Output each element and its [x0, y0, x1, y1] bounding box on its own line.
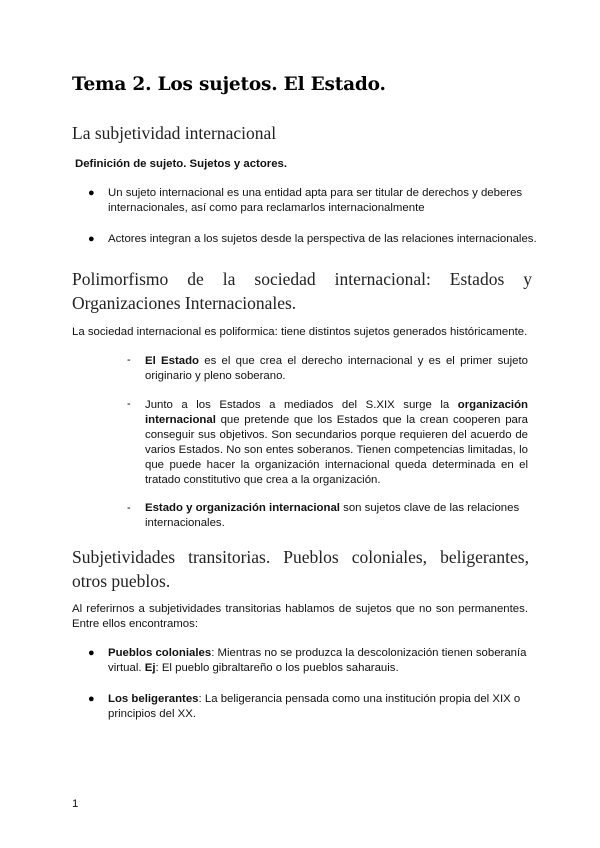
bullet-pueblos-coloniales — [108, 646, 528, 676]
item-estado — [145, 354, 528, 384]
item-estado-organizacion — [145, 501, 528, 531]
item-bold: Ej — [144, 662, 156, 674]
item-bold: Estado y organización internacional — [145, 502, 340, 514]
dash-icon: - — [127, 398, 131, 410]
bullet-icon: ● — [88, 693, 95, 705]
section-heading-subjetividad: La subjetividad internacional — [72, 123, 277, 143]
item-organizacion — [145, 398, 528, 488]
item-text: son sujetos clave de las relaciones internacionales. — [145, 502, 520, 529]
item-text: : Mientras no se produzca la descolonización tienen soberanía virtual. — [108, 647, 527, 674]
bullet-sujeto-internacional: Un sujeto internacional es una entidad apta para ser titular de derechos y deberes internacionales, así como para reclamarlos internacionalmente — [108, 187, 523, 214]
item-bold: Pueblos coloniales — [108, 647, 212, 659]
section-heading-subjetividades-transitorias: Subjetividades transitorias. Pueblos coloniales, beligerantes, otros pueblos. — [72, 547, 529, 591]
item-text: : La beligerancia pensada como una institución propia del XIX o principios del XX. — [108, 693, 521, 720]
item-bold: organización internacional — [145, 399, 528, 426]
dash-icon: - — [127, 354, 131, 366]
dash-icon: - — [127, 502, 131, 514]
subheading-definicion: Definición de sujeto. Sujetos y actores. — [75, 158, 288, 170]
bullet-beligerantes — [108, 692, 533, 722]
item-bold: El Estado — [145, 355, 199, 367]
intro-transitorias: Al referirnos a subjetividades transitorias hablamos de sujetos que no son permanentes. Entre ellos encontramos: — [72, 603, 528, 630]
bullet-icon: ● — [88, 233, 95, 245]
bullet-actores: Actores integran a los sujetos desde la perspectiva de las relaciones internacionales. — [108, 233, 537, 245]
page-number: 1 — [72, 798, 79, 810]
bullet-icon: ● — [88, 647, 95, 659]
item-pre: Junto a los Estados a mediados del S.XIX surge la — [145, 399, 458, 411]
item-text: : El pueblo gibraltareño o los pueblos saharauis. — [155, 662, 399, 674]
section-heading-polimorfismo: Polimorfismo de la sociedad internacional: Estados y Organizaciones Internacionales. — [72, 269, 532, 313]
item-text: que pretende que los Estados que la crean cooperen para conseguir sus objetivos. Son secundarios porque requieren del acuerdo de varios Estados. No son entes soberanos. Tienen competencias limitadas, lo que puede hacer la organización internacional queda determinada en el tratado constitutivo que crea a la organización. — [145, 414, 528, 486]
item-bold: Los beligerantes — [108, 693, 199, 705]
item-text: es el que crea el derecho internacional y es el primer sujeto originario y pleno soberano. — [145, 355, 528, 382]
page-title: Tema 2. Los sujetos. El Estado. — [72, 74, 386, 95]
bullet-icon: ● — [88, 187, 95, 199]
intro-polimorfismo: La sociedad internacional es poliformica: tiene distintos sujetos generados históricamente. — [72, 326, 528, 338]
